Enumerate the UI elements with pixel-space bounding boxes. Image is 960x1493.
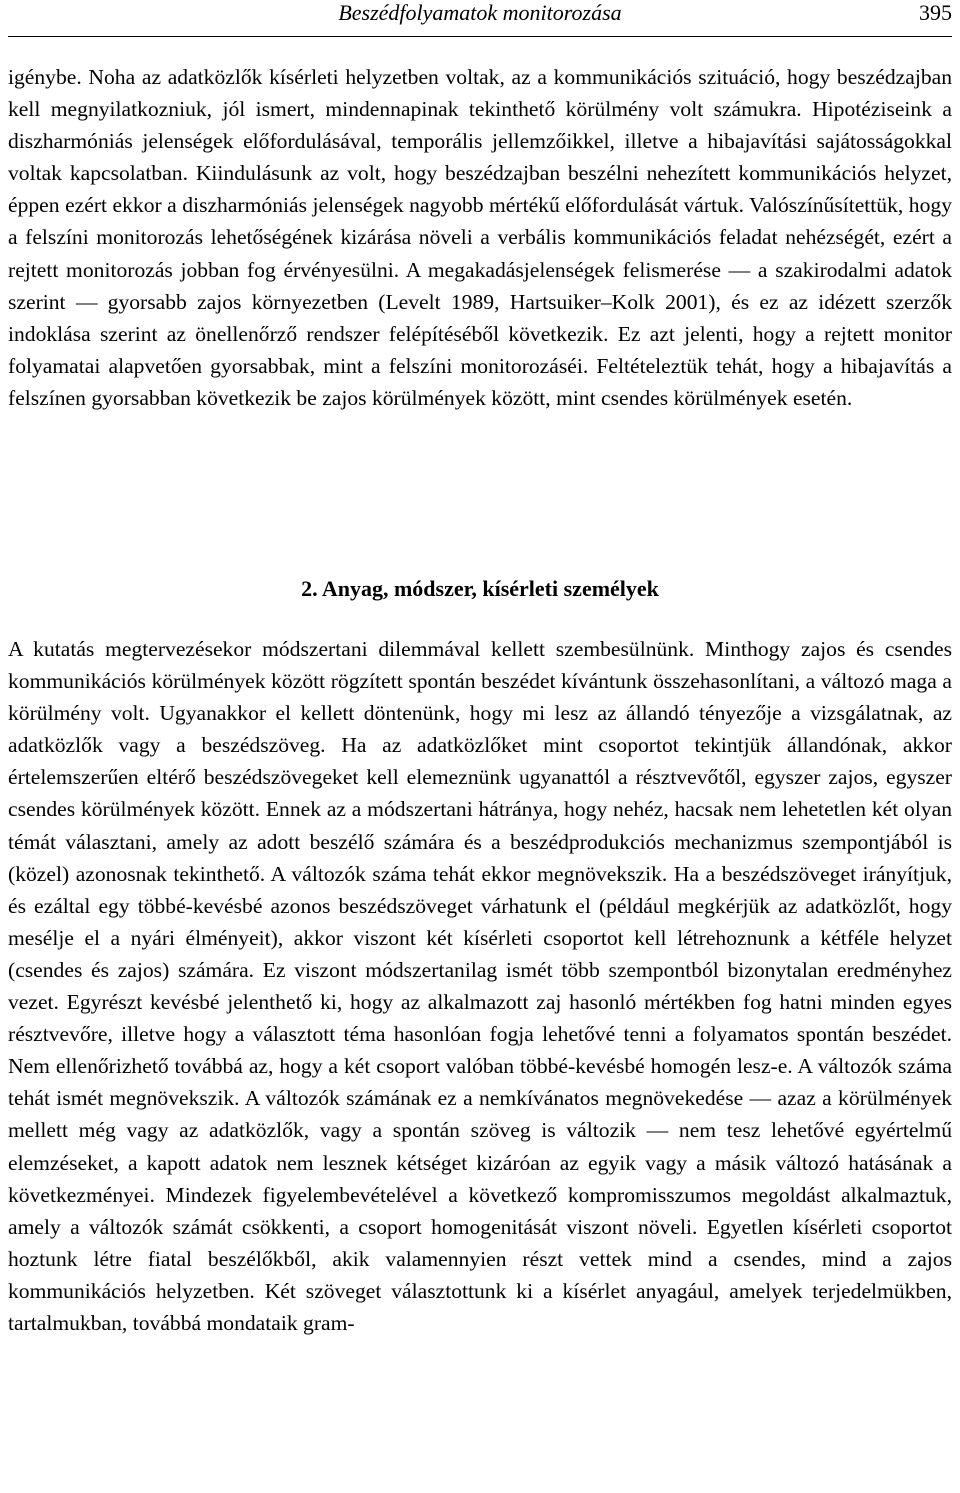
body-paragraph-1: igénybe. Noha az adatközlők kísérleti helyzetben voltak, az a kommunikációs szituáció, hogy beszédzajban kell megnyilatkozniuk, jól ismert, mindennapinak tekinthető körülmény volt számukra. Hipotéziseink a diszharmóniás jelenségek előfordulásával, temporális jellemzőikkel, illetve a hibajavítási sajátosságokkal voltak kapcsolatban. Kiindulásunk az volt, hogy beszédzajban beszélni nehezített kommunikációs helyzet, éppen ezért ekkor a diszharmóniás jelenségek nagyobb mértékű előfordulását vártuk. Valószínűsítettük, hogy a felszíni monitorozás lehetőségének kizárása növeli a verbális kommunikációs feladat nehézségét, ezért a rejtett monitorozás jobban fog érvényesülni. A megakadásjelenségek felismerése — a szakirodalmi adatok szerint — gyorsabb zajos környezetben (Levelt 1989, Hartsuiker–Kolk 2001), és ez az idézett szerzők indoklása szerint az önellenőrző rendszer felépítéséből következik. Ez azt jelenti, hogy a rejtett monitor folyamatai alapvetően gyorsabbak, mint a felszíni monitorozáséi. Feltételeztük tehát, hogy a hibajavítás a felszínen gyorsabban következik be zajos körülmények között, mint csendes körülmények esetén.: [8, 65, 952, 410]
page-header: [8, 0, 952, 37]
body-paragraph-2: A kutatás megtervezésekor módszertani dilemmával kellett szembesülnünk. Minthogy zajos és csendes kommunikációs körülmények között rögzített spontán beszédet kívántunk összehasonlítani, a változó maga a körülmény volt. Ugyanakkor el kellett döntenünk, hogy mi lesz az állandó tényezője a vizsgálatnak, az adatközlők vagy a beszédszöveg. Ha az adatközlőket mint csoportot tekintjük állandónak, akkor értelemszerűen eltérő beszédszövegeket kell elemeznünk ugyanattól a résztvevőtől, egyszer zajos, egyszer csendes körülmények között. Ennek az a módszertani hátránya, hogy nehéz, hacsak nem lehetetlen két olyan témát választani, amely az adott beszélő számára és a beszédprodukciós mechanizmus szempontjából is (közel) azonosnak tekinthető. A változók száma tehát ekkor megnövekszik. Ha a beszédszöveget irányítjuk, és ezáltal egy többé-kevésbé azonos beszédszöveget várhatunk el (például megkérjük az adatközlőt, hogy mesélje el a nyári élményeit), akkor viszont két kísérleti csoportot kell létrehoznunk a kétféle helyzet (csendes és zajos) számára. Ez viszont módszertanilag ismét több szempontból bizonytalan eredményhez vezet. Egyrészt kevésbé jelenthető ki, hogy az alkalmazott zaj hasonló mértékben fog hatni minden egyes résztvevőre, illetve hogy a választott téma hasonlóan fogja lehetővé tenni a folyamatos spontán beszédet. Nem ellenőrizhető továbbá az, hogy a két csoport valóban többé-kevésbé homogén lesz-e. A változók száma tehát ismét megnövekszik. A változók számának ez a nemkívánatos megnövekedése — azaz a körülmények mellett még vagy az adatközlők, vagy a spontán szöveg is változik — nem tesz lehetővé egyértelmű elemzéseket, a kapott adatok nem lesznek kétséget kizáróan az egyik vagy a másik változó hatásának a következményei. Mindezek figyelembevételével a következő kompromisszumos megoldást alkalmaztuk, amely a változók számát csökkenti, a csoport homogenitását viszont növeli. Egyetlen kísérleti csoportot hoztunk létre fiatal beszélőkből, akik valamennyien részt vettek mind a csendes, mind a zajos kommunikációs helyzetben. Két szöveget választottunk ki a kísérlet anyagául, amelyek terjedelmükben, tartalmukban, továbbá mondataik gram-: [8, 637, 952, 1335]
page-number: 395: [919, 0, 952, 25]
running-title: Beszédfolyamatok monitorozása: [338, 0, 622, 25]
section-heading: 2. Anyag, módszer, kísérleti személyek: [301, 576, 659, 601]
